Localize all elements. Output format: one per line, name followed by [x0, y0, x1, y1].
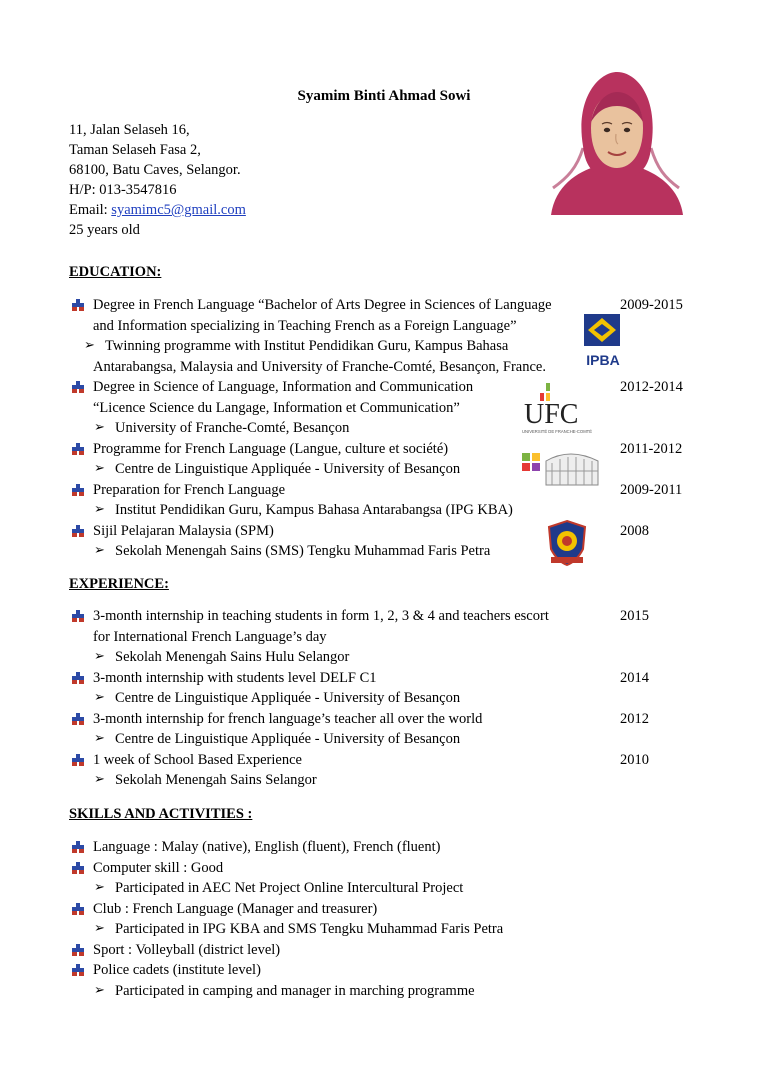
bullet-icon	[72, 841, 84, 853]
education-year: 2009-2015	[620, 297, 683, 313]
experience-subitem	[72, 729, 692, 750]
profile-photo	[547, 68, 685, 215]
experience-item	[72, 750, 692, 791]
education-item-title-line	[72, 521, 692, 542]
education-title: Degree in Science of Language, Information and Communication	[93, 379, 474, 395]
arrow-bullet-icon: ➢	[94, 461, 105, 476]
skill-subitem	[72, 981, 692, 1002]
education-year: 2009-2011	[620, 481, 683, 498]
arrow-bullet-icon: ➢	[84, 338, 95, 353]
skill-item	[72, 940, 692, 961]
education-institution-continued: Antarabangsa, Malaysia and University of Franche-Comté, Besançon, France.	[93, 358, 546, 375]
school-crest-logo	[547, 519, 587, 567]
address-line-2: Taman Selaseh Fasa 2,	[69, 142, 201, 158]
bullet-icon	[72, 443, 84, 455]
experience-title: 3-month internship in teaching students in form 1, 2, 3 & 4 and teachers escort	[93, 608, 549, 624]
skill-item	[72, 899, 692, 940]
education-year: 2011-2012	[620, 440, 683, 457]
experience-year: 2015	[620, 608, 649, 624]
skill-item-title-line	[72, 837, 692, 858]
experience-list	[72, 606, 692, 791]
skill-item-title-line	[72, 940, 692, 961]
skills-list	[72, 837, 692, 1001]
skills-heading: SKILLS AND ACTIVITIES :	[69, 806, 253, 822]
skill-item	[72, 960, 692, 1001]
bullet-icon	[72, 903, 84, 915]
email-row	[69, 200, 246, 220]
skill-item	[72, 837, 692, 858]
skill-item	[72, 858, 692, 899]
skill-title: Sport : Volleyball (district level)	[93, 941, 281, 958]
experience-title: 3-month internship for french language’s teacher all over the world	[93, 710, 483, 727]
age: 25 years old	[69, 222, 140, 238]
bullet-icon	[72, 299, 84, 311]
email-link[interactable]: syamimc5@gmail.com	[111, 202, 246, 218]
phone-number: H/P: 013-3547816	[69, 182, 177, 198]
ufc-logo-caption: UNIVERSITÉ DE FRANCHE-COMTÉ	[522, 429, 593, 434]
experience-title: 1 week of School Based Experience	[93, 751, 302, 768]
email-label: Email:	[69, 202, 112, 218]
skill-subitem	[72, 878, 692, 899]
education-year: 2008	[620, 522, 649, 539]
experience-year: 2014	[620, 669, 649, 686]
contact-details	[69, 120, 246, 240]
experience-item-title-line	[72, 709, 692, 730]
bullet-icon	[72, 610, 84, 622]
arrow-bullet-icon: ➢	[94, 420, 105, 435]
arrow-bullet-icon: ➢	[94, 982, 105, 998]
experience-year: 2010	[620, 751, 649, 768]
education-institution: Twinning programme with Institut Pendidikan Guru, Kampus Bahasa	[105, 338, 509, 354]
education-title: Degree in French Language “Bachelor of Arts Degree in Sciences of Language	[93, 297, 552, 313]
experience-subitem	[72, 647, 692, 668]
education-subitem	[72, 541, 692, 562]
arrow-bullet-icon: ➢	[94, 772, 105, 787]
experience-item	[72, 606, 692, 668]
experience-place: Centre de Linguistique Appliquée - University of Besançon	[115, 731, 461, 747]
education-title: Sijil Pelajaran Malaysia (SPM)	[93, 522, 274, 539]
arrow-bullet-icon: ➢	[94, 731, 105, 746]
arrow-bullet-icon: ➢	[94, 690, 105, 705]
experience-subitem	[72, 688, 692, 709]
page-title: Syamim Binti Ahmad Sowi	[297, 88, 471, 104]
ufc-logo-text: UFC	[524, 399, 579, 430]
bullet-icon	[72, 944, 84, 956]
bullet-icon	[72, 754, 84, 766]
bullet-icon	[72, 484, 84, 496]
bullet-icon	[72, 713, 84, 725]
skill-title: Language : Malay (native), English (fluent), French (fluent)	[93, 839, 441, 855]
education-institution: Sekolah Menengah Sains (SMS) Tengku Muhammad Faris Petra	[115, 543, 491, 559]
education-heading: EDUCATION:	[69, 264, 162, 280]
skill-item-title-line	[72, 960, 692, 981]
skill-title: Police cadets (institute level)	[93, 962, 261, 978]
bullet-icon	[72, 964, 84, 976]
arrow-bullet-icon: ➢	[94, 880, 105, 895]
skill-detail: Participated in AEC Net Project Online Intercultural Project	[115, 880, 464, 896]
experience-item-title-line	[72, 668, 692, 689]
arrow-bullet-icon: ➢	[94, 649, 105, 664]
experience-heading: EXPERIENCE:	[69, 576, 169, 592]
address-line-3: 68100, Batu Caves, Selangor.	[69, 162, 241, 178]
education-title-continued: “Licence Science du Langage, Information et Communication”	[93, 399, 460, 416]
skill-detail: Participated in IPG KBA and SMS Tengku Muhammad Faris Petra	[115, 921, 504, 937]
ipba-logo	[582, 314, 624, 368]
education-title-continued: and Information specializing in Teaching French as a Foreign Language”	[93, 317, 517, 334]
education-title: Preparation for French Language	[93, 481, 286, 498]
arrow-bullet-icon: ➢	[94, 502, 105, 517]
skill-detail: Participated in camping and manager in marching programme	[115, 982, 475, 999]
arrow-bullet-icon: ➢	[94, 921, 105, 936]
experience-item-title-line	[72, 750, 692, 771]
bullet-icon	[72, 525, 84, 537]
experience-item-title-line	[72, 606, 692, 627]
experience-place: Sekolah Menengah Sains Hulu Selangor	[115, 649, 350, 665]
arrow-bullet-icon: ➢	[94, 543, 105, 558]
experience-place: Centre de Linguistique Appliquée - University of Besançon	[115, 690, 461, 706]
experience-subitem	[72, 770, 692, 791]
ufc-logo	[520, 383, 602, 435]
bullet-icon	[72, 381, 84, 393]
skill-title: Computer skill : Good	[93, 859, 224, 876]
education-item-title-line	[72, 295, 692, 316]
education-subitem	[72, 500, 692, 521]
experience-title: 3-month internship with students level DELF C1	[93, 669, 377, 686]
experience-item	[72, 668, 692, 709]
education-year: 2012-2014	[620, 379, 683, 395]
experience-place: Sekolah Menengah Sains Selangor	[115, 772, 317, 788]
education-institution: Institut Pendidikan Guru, Kampus Bahasa Antarabangsa (IPG KBA)	[115, 502, 513, 518]
skill-item-title-line	[72, 899, 692, 920]
education-institution: Centre de Linguistique Appliquée - University of Besançon	[115, 461, 461, 477]
skill-title: Club : French Language (Manager and treasurer)	[93, 900, 378, 917]
experience-year: 2012	[620, 710, 649, 727]
ipba-logo-text: IPBA	[586, 352, 620, 368]
education-item	[72, 521, 692, 562]
bullet-icon	[72, 862, 84, 874]
skill-subitem	[72, 919, 692, 940]
bullet-icon	[72, 672, 84, 684]
address-line-1: 11, Jalan Selaseh 16,	[69, 122, 190, 138]
experience-item	[72, 709, 692, 750]
cla-building-logo	[520, 447, 602, 487]
education-institution: University of Franche-Comté, Besançon	[115, 420, 350, 436]
skill-item-title-line	[72, 858, 692, 879]
education-title: Programme for French Language (Langue, culture et société)	[93, 440, 449, 457]
experience-title-continued: for International French Language’s day	[93, 628, 327, 645]
